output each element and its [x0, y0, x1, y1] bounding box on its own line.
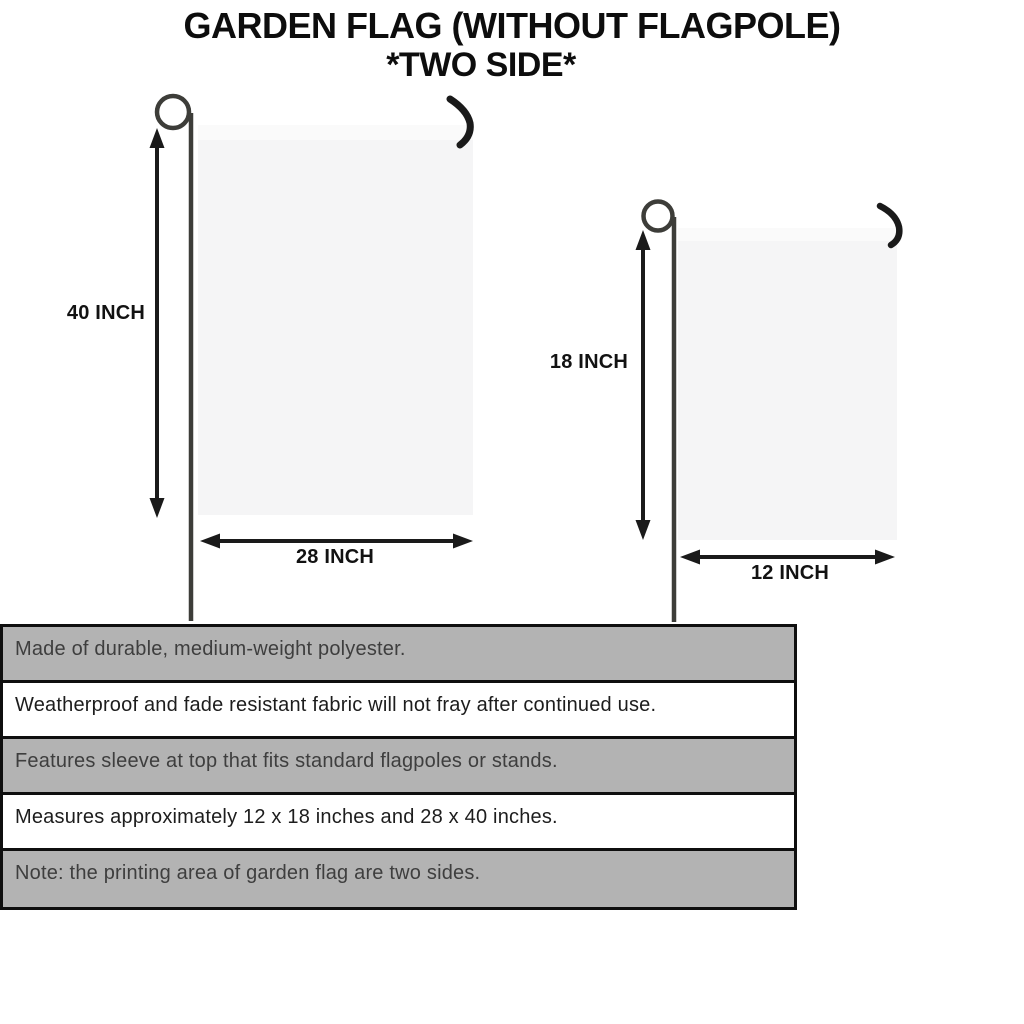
- title-line-2: *TWO SIDE*: [386, 46, 576, 85]
- feature-row-weatherproof: Weatherproof and fade resistant fabric will not fray after continued use.: [3, 683, 794, 739]
- large-flag-height-label: 40 INCH: [66, 302, 145, 324]
- feature-row-sleeve: Features sleeve at top that fits standard flagpoles or stands.: [3, 739, 794, 795]
- small-flag-sleeve: [678, 228, 897, 241]
- small-flag-width-label: 12 INCH: [750, 562, 830, 584]
- large-flag-width-label: 28 INCH: [295, 546, 375, 568]
- small-flag-diagram: [540, 195, 920, 625]
- feature-row-material: Made of durable, medium-weight polyester.: [3, 627, 794, 683]
- pole-loop-icon: [644, 202, 673, 231]
- title-line-1: GARDEN FLAG (WITHOUT FLAGPOLE): [183, 5, 841, 46]
- pole-loop-icon: [157, 96, 189, 128]
- small-flag-height-label: 18 INCH: [549, 351, 628, 373]
- height-arrow: [150, 128, 165, 518]
- page-title: [0, 6, 1024, 84]
- height-arrow: [636, 230, 651, 540]
- small-flag-panel: [678, 228, 897, 540]
- features-table: [0, 624, 797, 910]
- feature-row-measurements: Measures approximately 12 x 18 inches and 28 x 40 inches.: [3, 795, 794, 851]
- feature-row-note: Note: the printing area of garden flag are two sides.: [3, 851, 794, 907]
- large-flag-panel: [198, 125, 473, 515]
- large-flag-sleeve: [198, 125, 473, 140]
